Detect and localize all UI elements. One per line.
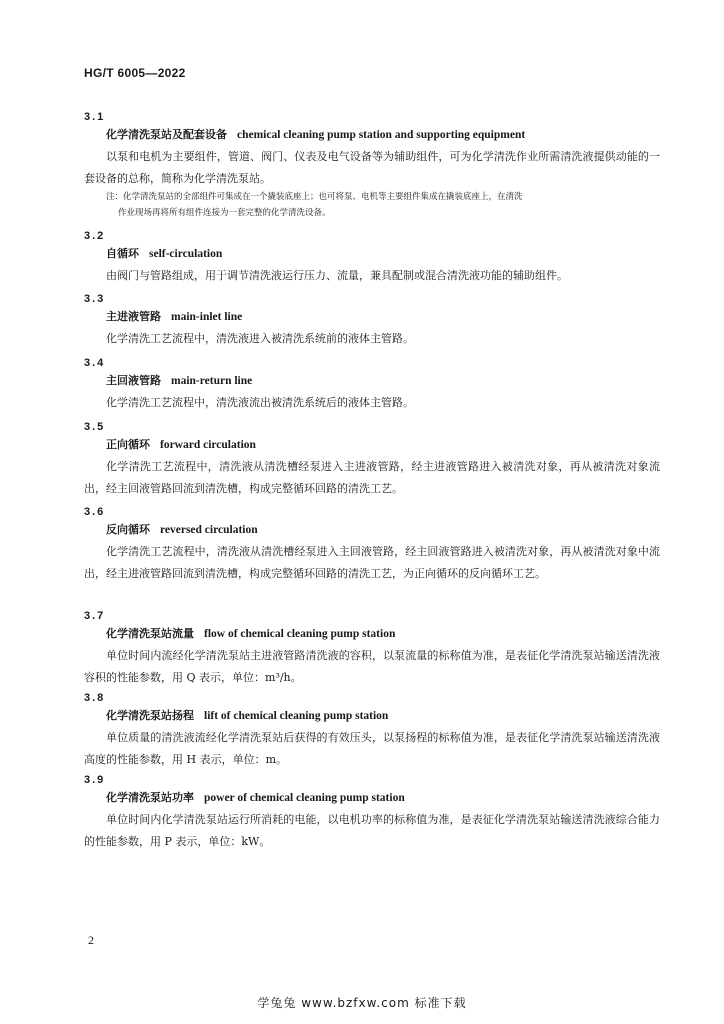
term-note: [106, 189, 660, 206]
term-3-3: [84, 292, 660, 350]
term-definition: 化学清洗工艺流程中，清洗液从清洗槽经泵进入主回液管路，经主回液管路进入被清洗对象，再从被清洗对象中流出，经主进液管路回流到清洗槽，构成完整循环回路的清洗工艺，为正向循环的反向循环工艺。: [84, 545, 660, 580]
term-title-zh: 化学清洗泵站功率: [106, 791, 194, 804]
term-title-zh: 化学清洗泵站流量: [106, 627, 194, 640]
term-3-5: [84, 420, 660, 499]
term-3-4: [84, 356, 660, 414]
term-definition: 化学清洗工艺流程中，清洗液进入被清洗系统前的液体主管路。: [106, 332, 414, 345]
term-title-en: main-inlet line: [171, 311, 243, 323]
term-definition: 以泵和电机为主要组件，管道、阀门、仪表及电气设备等为辅助组件，可为化学清洗作业所需清洗液提供动能的一套设备的总称，简称为化学清洗泵站。: [84, 150, 660, 185]
term-number: 3.8: [84, 692, 106, 704]
term-definition: 单位时间内流经化学清洗泵站主进液管路清洗液的容积，以泵流量的标称值为准，是表征化学清洗泵站输送清洗液容积的性能参数，用 Q 表示，单位：m³/h。: [84, 649, 660, 684]
term-title-zh: 化学清洗泵站及配套设备: [106, 128, 227, 141]
term-number: 3.4: [84, 357, 106, 369]
term-title-en: reversed circulation: [160, 524, 258, 536]
term-definition: 单位时间内化学清洗泵站运行所消耗的电能，以电机功率的标称值为准，是表征化学清洗泵站输送清洗液综合能力的性能参数，用 P 表示，单位：kW。: [84, 813, 660, 848]
term-definition: 单位质量的清洗液流经化学清洗泵站后获得的有效压头，以泵扬程的标称值为准，是表征化学清洗泵站输送清洗液高度的性能参数，用 H 表示，单位：m。: [84, 731, 660, 766]
term-number: 3.9: [84, 774, 106, 786]
term-title-zh: 正向循环: [106, 438, 150, 451]
term-title-zh: 反向循环: [106, 523, 150, 536]
term-title-zh: 自循环: [106, 247, 139, 260]
term-number: 3.6: [84, 506, 106, 518]
term-title: [106, 626, 660, 642]
term-number: 3.3: [84, 293, 106, 305]
term-title-en: power of chemical cleaning pump station: [204, 792, 405, 804]
term-title: [106, 790, 660, 806]
term-number: 3.1: [84, 111, 106, 123]
term-number: 3.5: [84, 421, 106, 433]
page-number: 2: [88, 933, 94, 947]
term-3-6: [84, 505, 660, 584]
term-title: [106, 373, 660, 389]
term-number: 3.2: [84, 230, 106, 242]
term-title-en: forward circulation: [160, 439, 256, 451]
term-title-en: flow of chemical cleaning pump station: [204, 628, 396, 640]
term-title-en: main-return line: [171, 375, 253, 387]
term-title-zh: 化学清洗泵站扬程: [106, 709, 194, 722]
term-title-zh: 主进液管路: [106, 310, 161, 323]
note-line-1: 化学清洗泵站的全部组件可集成在一个撬装底座上；也可将泵、电机等主要组件集成在撬装底座上，在清洗: [123, 192, 523, 202]
term-number: 3.7: [84, 610, 106, 622]
term-title-en: chemical cleaning pump station and supporting equipment: [237, 129, 526, 141]
term-3-2: [84, 229, 660, 287]
standard-code-header: HG/T 6005—2022: [84, 66, 186, 80]
term-3-8: [84, 691, 660, 770]
term-title: [106, 708, 660, 724]
term-title: [106, 437, 660, 453]
term-3-9: [84, 773, 660, 852]
term-title: [106, 127, 660, 143]
term-definition: 化学清洗工艺流程中，清洗液从清洗槽经泵进入主进液管路，经主进液管路进入被清洗对象，再从被清洗对象流出，经主回液管路回流到清洗槽，构成完整循环回路的清洗工艺。: [84, 460, 660, 495]
term-3-1: [84, 110, 660, 221]
term-3-7: [84, 609, 660, 688]
term-definition: 由阀门与管路组成，用于调节清洗液运行压力、流量，兼具配制或混合清洗液功能的辅助组件。: [106, 269, 568, 282]
note-line-2: 作业现场再将所有组件连接为一套完整的化学清洗设备。: [118, 208, 331, 218]
term-title-en: lift of chemical cleaning pump station: [204, 710, 389, 722]
term-title: [106, 246, 660, 262]
watermark-footer: 学兔兔 www.bzfxw.com 标准下载: [257, 996, 467, 1010]
note-label: 注：: [106, 192, 124, 202]
term-title: [106, 309, 660, 325]
term-title: [106, 522, 660, 538]
term-title-zh: 主回液管路: [106, 374, 161, 387]
term-title-en: self-circulation: [149, 248, 223, 260]
term-definition: 化学清洗工艺流程中，清洗液流出被清洗系统后的液体主管路。: [106, 396, 414, 409]
